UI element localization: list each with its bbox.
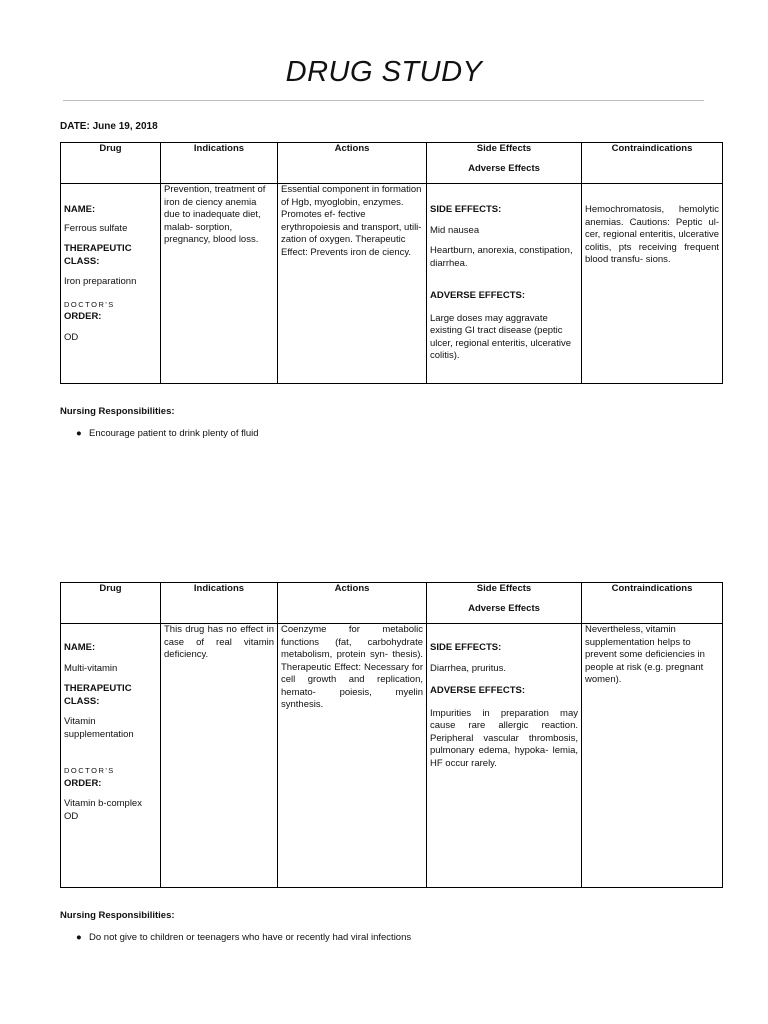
header-adverse-effects-label: Adverse Effects xyxy=(468,602,540,614)
page-title: DRUG STUDY xyxy=(285,56,483,88)
drug-name: Ferrous sulfate xyxy=(64,222,128,234)
header-side-effects xyxy=(427,143,582,184)
indications-cell: This drug has no effect in case of real vitamin deficiency. xyxy=(161,624,278,888)
name-label: NAME: xyxy=(64,642,96,653)
therapeutic-class-value: Iron preparationn xyxy=(64,276,137,287)
side-effects-cell xyxy=(427,624,582,888)
contraindications-cell xyxy=(582,184,723,384)
side-effects-value-2: Heartburn, anorexia, constipation, diarrhea. xyxy=(430,245,573,269)
adverse-effects-label: ADVERSE EFFECTS: xyxy=(430,290,526,301)
therapeutic-class-label: THERAPEUTIC CLASS: xyxy=(64,243,132,267)
table-row xyxy=(61,184,723,384)
date-label: DATE: June 19, 2018 xyxy=(60,121,158,132)
adverse-effects-value: Impurities in preparation may cause rare allergic reaction. Peripheral vascular thrombosis, pulmonary edema, hypoka- lemia, HF occur rarely. xyxy=(430,707,578,769)
nursing-responsibilities-heading-2: Nursing Responsibilities: xyxy=(60,910,175,921)
nursing-responsibilities-heading-1: Nursing Responsibilities: xyxy=(60,406,175,417)
name-label: NAME: xyxy=(64,204,96,215)
order-value: Vitamin b-complex OD xyxy=(64,798,142,822)
adverse-effects-value: Large doses may aggravate existing GI tract disease (peptic ulcer, regional enteritis, ulcerative colitis). xyxy=(430,312,571,361)
drug-cell xyxy=(61,624,161,888)
drug-name: Multi-vitamin xyxy=(64,662,118,674)
contraindications-value: Hemochromatosis, hemolytic anemias. Cautions: Peptic ul- cer, regional enteritis, ulcerative colitis, pts receiving frequent blood transfu- sions. xyxy=(585,204,719,265)
adverse-effects-label: ADVERSE EFFECTS: xyxy=(430,685,526,696)
side-effects-label: SIDE EFFECTS: xyxy=(430,642,502,653)
nursing-item-text: Do not give to children or teenagers who have or recently had viral infections xyxy=(89,932,412,943)
header-side-effects-label: Side Effects xyxy=(476,143,532,154)
order-label: ORDER: xyxy=(64,311,102,322)
header-indications: Indications xyxy=(161,583,278,624)
actions-cell: Essential component in formation of Hgb, myoglobin, enzymes. Promotes ef- fective erythropoiesis and transport, utili- zation of oxygen. Therapeutic Effect: Prevents iron de ciency. xyxy=(278,184,427,384)
side-effects-cell xyxy=(427,184,582,384)
header-adverse-effects-label: Adverse Effects xyxy=(468,162,540,174)
side-effects-value-1: Mid nausea xyxy=(430,224,480,236)
list-item xyxy=(76,932,411,943)
title-divider xyxy=(63,100,704,101)
table-row xyxy=(61,624,723,888)
list-item xyxy=(76,428,259,439)
bullet-icon: ● xyxy=(76,932,82,943)
nursing-item-text: Encourage patient to drink plenty of fluid xyxy=(89,428,259,439)
header-indications: Indications xyxy=(161,143,278,184)
header-side-effects xyxy=(427,583,582,624)
doctors-label: DOCTOR'S xyxy=(64,299,115,309)
header-actions: Actions xyxy=(278,143,427,184)
contraindications-cell: Nevertheless, vitamin supplementation helps to prevent some deficiencies in people at risk (e.g. pregnant women). xyxy=(582,624,723,888)
therapeutic-class-label: THERAPEUTIC CLASS: xyxy=(64,683,132,707)
therapeutic-class-value: Vitamin supplementation xyxy=(64,716,134,740)
table-header-row xyxy=(61,143,723,184)
indications-cell: Prevention, treatment of iron de ciency anemia due to inadequate diet, malab- sorption, pregnancy, blood loss. xyxy=(161,184,278,384)
order-value: OD xyxy=(64,331,79,343)
drug-table-1 xyxy=(60,142,723,384)
header-contraindications: Contraindications xyxy=(582,583,723,624)
side-effects-label: SIDE EFFECTS: xyxy=(430,204,502,215)
header-drug: Drug xyxy=(61,143,161,184)
bullet-icon: ● xyxy=(76,428,82,439)
drug-cell xyxy=(61,184,161,384)
doctors-label: DOCTOR'S xyxy=(64,766,115,775)
header-side-effects-label: Side Effects xyxy=(476,583,532,594)
header-contraindications: Contraindications xyxy=(582,143,723,184)
order-label: ORDER: xyxy=(64,777,102,789)
actions-cell: Coenzyme for metabolic functions (fat, carbohydrate metabolism, protein syn- thesis). Therapeutic Effect: Necessary for cell growth and replication, hemato- poiesis, myelin synthesis. xyxy=(278,624,427,888)
table-header-row xyxy=(61,583,723,624)
header-actions: Actions xyxy=(278,583,427,624)
side-effects-value: Diarrhea, pruritus. xyxy=(430,662,507,674)
drug-table-2 xyxy=(60,582,723,888)
header-drug: Drug xyxy=(61,583,161,624)
